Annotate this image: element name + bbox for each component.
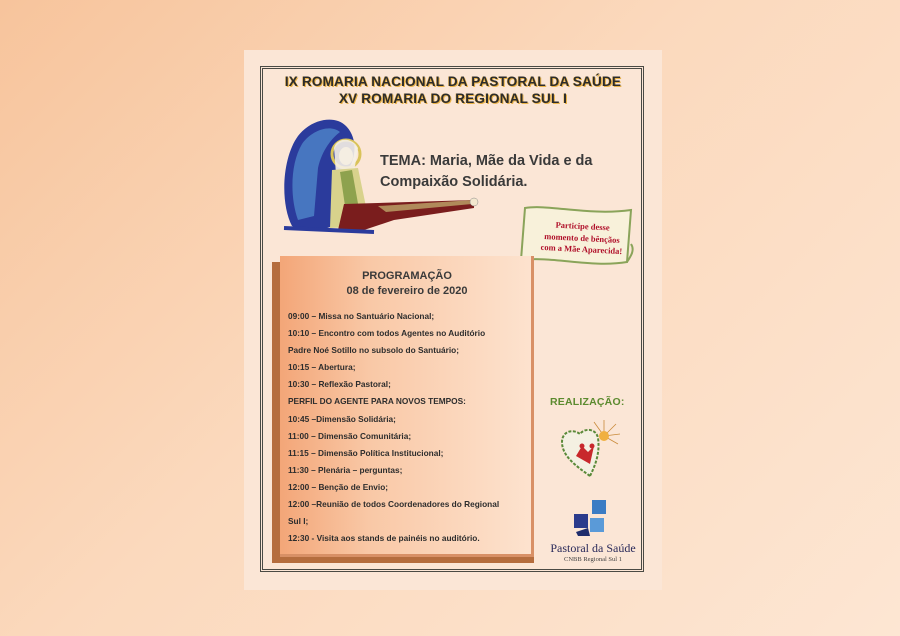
program-item: Padre Noé Sotillo no subsolo do Santuário; bbox=[288, 345, 460, 356]
regional-heart-logo-icon bbox=[556, 416, 624, 484]
program-item: 10:45 –Dimensão Solidária; bbox=[288, 413, 396, 424]
poster-title-line2: XV ROMARIA DO REGIONAL SUL I bbox=[338, 91, 568, 106]
scroll-message bbox=[529, 218, 635, 258]
tema-line2: Compaixão Solidária. bbox=[380, 174, 528, 190]
program-list bbox=[280, 308, 534, 547]
scroll-line1: Participe desse bbox=[555, 219, 610, 233]
poster bbox=[244, 50, 662, 590]
program-item: 12:00 –Reunião de todos Coordenadores do Regional bbox=[288, 499, 500, 510]
scroll-line3: com a Mãe Aparecida! bbox=[540, 241, 623, 257]
realizacao-label: REALIZAÇÃO: bbox=[550, 396, 625, 408]
program-box bbox=[280, 256, 534, 557]
scroll-line2: momento de bênçãos bbox=[544, 230, 621, 245]
program-item: 10:10 – Encontro com todos Agentes no Auditório bbox=[288, 328, 486, 339]
program-item: 12:30 - Visita aos stands de painéis no auditório. bbox=[288, 533, 480, 544]
org-sub: CNBB Regional Sul 1 bbox=[564, 556, 622, 563]
program-item: 10:30 – Reflexão Pastoral; bbox=[288, 379, 391, 390]
program-item: 11:30 – Plenária – perguntas; bbox=[288, 464, 403, 475]
poster-title-line1: IX ROMARIA NACIONAL DA PASTORAL DA SAÚDE bbox=[284, 74, 622, 89]
program-item: 09:00 – Missa no Santuário Nacional; bbox=[288, 311, 435, 321]
pastoral-squares-logo-icon bbox=[572, 498, 612, 538]
tema-text bbox=[380, 151, 630, 193]
org-name: Pastoral da Saúde bbox=[550, 541, 636, 555]
program-item: 11:15 – Dimensão Política Institucional; bbox=[288, 447, 444, 458]
program-heading: PROGRAMAÇÃO bbox=[362, 270, 452, 282]
program-item: 12:00 – Benção de Envio; bbox=[288, 481, 389, 492]
program-item: 10:15 – Abertura; bbox=[288, 362, 356, 373]
program-item: 11:00 – Dimensão Comunitária; bbox=[288, 430, 412, 441]
program-item: Sul I; bbox=[288, 516, 309, 527]
tema-line1: TEMA: Maria, Mãe da Vida e da bbox=[380, 153, 593, 169]
program-date: 08 de fevereiro de 2020 bbox=[346, 285, 468, 297]
program-item: PERFIL DO AGENTE PARA NOVOS TEMPOS: bbox=[288, 396, 466, 407]
